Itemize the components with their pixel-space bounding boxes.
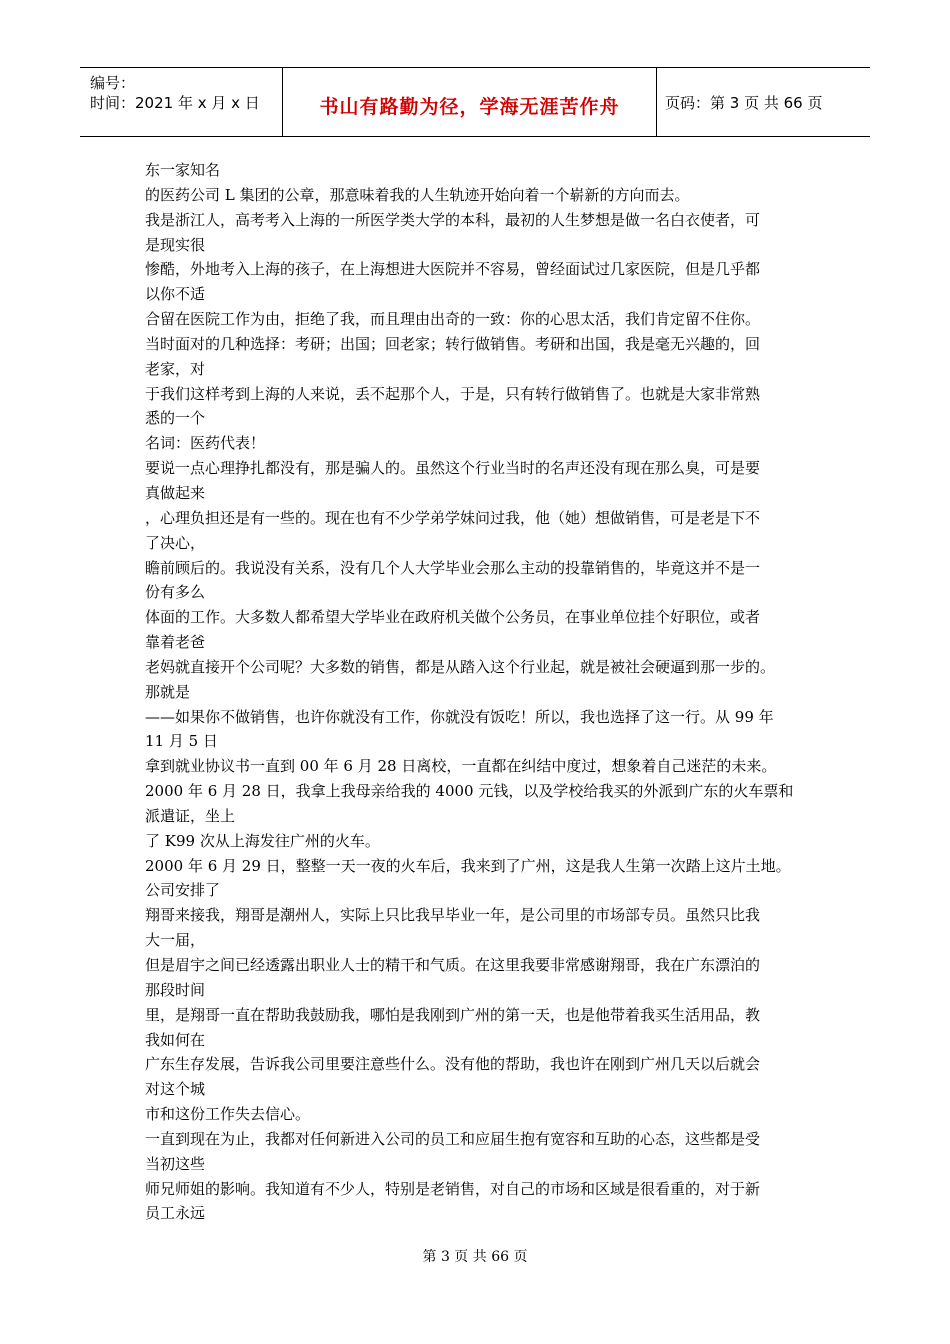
text-line: 那就是 — [145, 682, 191, 701]
text-line: 份有多么 — [145, 583, 206, 602]
text-line: 广东生存发展，告诉我公司里要注意些什么。没有他的帮助，我也许在刚到广州几天以后就会 — [145, 1055, 761, 1074]
text-line: 我是浙江人，高考考入上海的一所医学类大学的本科，最初的人生梦想是做一名白衣使者，可 — [145, 210, 761, 229]
text-line: 合留在医院工作为由，拒绝了我，而且理由出奇的一致：你的心思太活，我们肯定留不住你。 — [145, 310, 761, 329]
text-line: 当初这些 — [145, 1154, 206, 1173]
text-line: 体面的工作。大多数人都希望大学毕业在政府机关做个公务员，在事业单位挂个好职位，或者 — [145, 608, 761, 627]
text-line: 市和这份工作失去信心。 — [145, 1105, 311, 1124]
text-line: 拿到就业协议书一直到 00 年 6 月 28 日离校，一直都在纠结中度过，想象着自己迷茫的未来。 — [145, 757, 777, 776]
text-line: 悉的一个 — [145, 409, 206, 428]
text-line: 里，是翔哥一直在帮助我鼓励我，哪怕是我刚到广州的第一天，也是他带着我买生活用品，教 — [145, 1005, 761, 1024]
document-body — [145, 158, 815, 1226]
text-line: 11 月 5 日 — [145, 732, 218, 751]
header-time: 时间：2021 年 x 月 x 日 — [90, 94, 260, 112]
header-meta — [80, 68, 283, 136]
text-line: 东一家知名 — [145, 161, 221, 179]
text-line: ——如果你不做销售，也许你就没有工作，你就没有饭吃！所以，我也选择了这一行。从 99 年 — [145, 707, 774, 726]
text-line: 老家，对 — [145, 359, 206, 378]
text-line: 以你不适 — [145, 285, 206, 304]
text-line: 瞻前顾后的。我说没有关系，没有几个人大学毕业会那么主动的投靠销售的，毕竟这并不是一 — [145, 558, 761, 577]
page-footer: 第 3 页 共 66 页 — [422, 1249, 528, 1265]
text-line: 名词：医药代表！ — [145, 434, 266, 453]
text-line: 当时面对的几种选择：考研；出国；回老家；转行做销售。考研和出国，我是毫无兴趣的，回 — [145, 334, 761, 353]
text-line: 的医药公司 L 集团的公章，那意味着我的人生轨迹开始向着一个崭新的方向而去。 — [145, 185, 690, 204]
header-motto-cell — [283, 68, 657, 136]
text-line: 公司安排了 — [145, 881, 221, 900]
text-line: 但是眉宇之间已经透露出职业人士的精干和气质。在这里我要非常感谢翔哥，我在广东漂泊的 — [145, 956, 761, 974]
text-line: 翔哥来接我，翔哥是潮州人，实际上只比我早毕业一年，是公司里的市场部专员。虽然只比我 — [145, 906, 761, 925]
text-line: 了决心， — [145, 533, 206, 552]
text-line: 师兄师姐的影响。我知道有不少人，特别是老销售，对自己的市场和区域是很看重的，对于新 — [145, 1179, 761, 1198]
text-line: 老妈就直接开个公司呢？大多数的销售，都是从踏入这个行业起，就是被社会硬逼到那一步的。 — [145, 657, 776, 676]
text-line: 那段时间 — [145, 980, 206, 999]
header-page-info: 页码：第 3 页 共 66 页 — [665, 93, 823, 112]
text-line: 大一届， — [145, 931, 206, 950]
text-line: 于我们这样考到上海的人来说，丢不起那个人，于是，只有转行做销售了。也就是大家非常熟 — [145, 384, 761, 403]
text-line: 惨酷，外地考入上海的孩子，在上海想进大医院并不容易，曾经面试过几家医院，但是几乎都 — [145, 260, 761, 279]
text-line: 要说一点心理挣扎都没有，那是骗人的。虽然这个行业当时的名声还没有现在那么臭，可是要 — [145, 459, 761, 478]
text-line: 对这个城 — [145, 1080, 206, 1099]
text-line: 靠着老爸 — [145, 633, 206, 652]
text-line: 真做起来 — [145, 483, 206, 502]
text-line: 2000 年 6 月 29 日，整整一天一夜的火车后，我来到了广州，这是我人生第一次踏上这片土地。 — [145, 856, 791, 875]
text-line: 是现实很 — [145, 235, 206, 254]
text-line: ，心理负担还是有一些的。现在也有不少学弟学妹问过我，他（她）想做销售，可是老是下不 — [145, 508, 761, 527]
page-header — [80, 67, 870, 137]
text-line: 派遣证，坐上 — [145, 806, 236, 825]
text-line: 我如何在 — [145, 1030, 206, 1049]
header-motto: 书山有路勤为径，学海无涯苦作舟 — [319, 95, 620, 118]
text-line: 员工永远 — [145, 1204, 206, 1223]
text-line: 2000 年 6 月 28 日，我拿上我母亲给我的 4000 元钱，以及学校给我买的外派到广东的火车票和 — [145, 782, 794, 801]
text-line: 一直到现在为止，我都对任何新进入公司的员工和应届生抱有宽容和互助的心态，这些都是受 — [145, 1129, 761, 1148]
header-number-label: 编号： — [90, 74, 136, 92]
text-line: 了 K99 次从上海发往广州的火车。 — [145, 831, 380, 850]
